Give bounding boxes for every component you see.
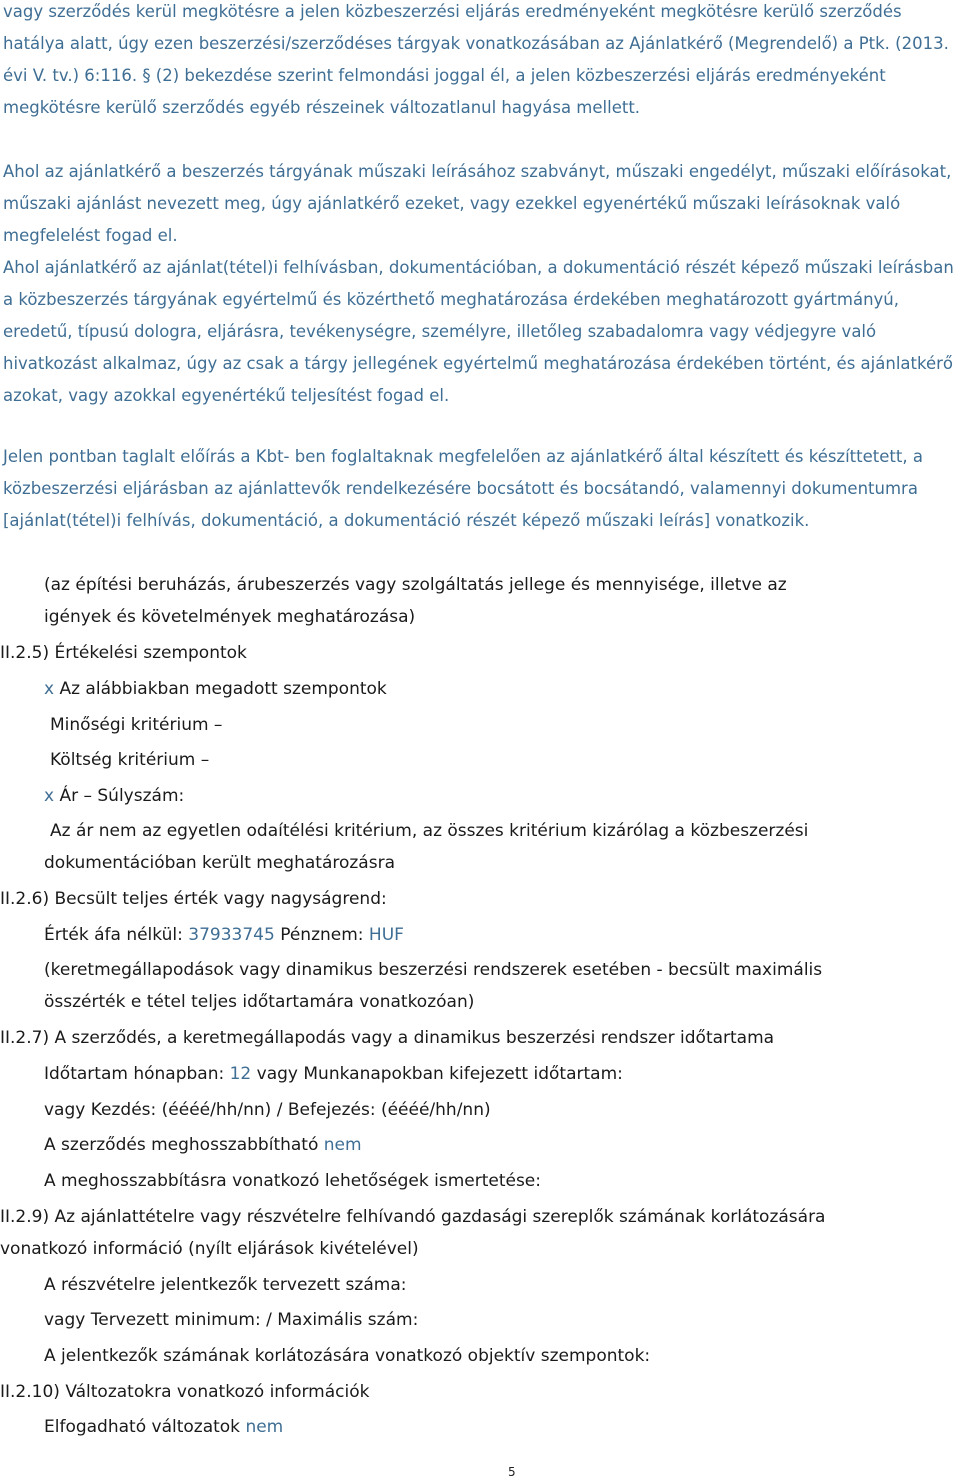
section-heading-operator-limit-1: II.2.9) Az ajánlattételre vagy részvételre felhívandó gazdasági szereplők számának korlátozására bbox=[0, 1207, 826, 1227]
checked-mark-icon: x bbox=[44, 679, 55, 699]
months-value: 12 bbox=[229, 1064, 252, 1084]
section-heading-estimated-value: II.2.6) Becsült teljes érték vagy nagyságrend: bbox=[0, 889, 387, 909]
checked-mark-icon: x bbox=[44, 786, 55, 806]
objective-criteria: A jelentkezők számának korlátozására vonatkozó objektív szempontok: bbox=[44, 1346, 651, 1366]
value-note-line-2: összérték e tétel teljes időtartamára vonatkozóan) bbox=[44, 992, 475, 1012]
cost-criterion: Költség kritérium – bbox=[50, 750, 210, 770]
extension-row bbox=[44, 1133, 362, 1157]
section-heading-duration: II.2.7) A szerződés, a keretmegállapodás vagy a dinamikus beszerzési rendszer időtartama bbox=[0, 1028, 775, 1048]
planned-candidates: A részvételre jelentkezők tervezett száma: bbox=[44, 1275, 407, 1295]
section-heading-variants: II.2.10) Változatokra vonatkozó információk bbox=[0, 1382, 370, 1402]
start-end-dates: vagy Kezdés: (éééé/hh/nn) / Befejezés: (éééé/hh/nn) bbox=[44, 1100, 491, 1120]
workdays-label: vagy Munkanapokban kifejezett időtartam: bbox=[256, 1064, 623, 1084]
currency-value: HUF bbox=[368, 925, 404, 945]
months-label: Időtartam hónapban: bbox=[44, 1064, 225, 1084]
paragraph-termination-right: vagy szerződés kerül megkötésre a jelen közbeszerzési eljárás eredményeként megkötésre kerülő szerződés hatálya alatt, úgy ezen beszerzési/szerződéses tárgyak vonatkozásában az Ajánlatkérő (Megrendelő) a Ptk. (2013. évi V. tv.) 6:116. § (2) bekezdése szerint felmondási joggal él, a jelen közbeszerzési eljárás eredményeként megkötésre kerülő szerződés egyéb részeinek változatlanul hagyása mellett. bbox=[3, 2, 949, 117]
currency-label: Pénznem: bbox=[280, 925, 364, 945]
value-note-line-1: (keretmegállapodások vagy dinamikus beszerzési rendszerek esetében - becsült maximális bbox=[44, 960, 823, 980]
value-label: Érték áfa nélkül: bbox=[44, 925, 183, 945]
paragraph-applicability: Jelen pontban taglalt előírás a Kbt- ben foglaltaknak megfelelően az ajánlatkérő által készített és készíttetett, a közbeszerzési eljárásban az ajánlattevők rendelkezésére bocsátott és bocsátandó, valamennyi dokumentumra [ajánlat(tétel)i felhívás, dokumentáció, a dokumentáció részét képező műszaki leírás] vonatkozik. bbox=[3, 447, 923, 530]
estimated-value-row bbox=[44, 923, 404, 947]
price-note-line-2: dokumentációban került meghatározásra bbox=[44, 853, 395, 873]
extension-label: A szerződés meghosszabbítható bbox=[44, 1135, 319, 1155]
section-heading-evaluation: II.2.5) Értékelési szempontok bbox=[0, 643, 247, 663]
duration-row bbox=[44, 1062, 623, 1086]
criteria-option-row bbox=[44, 677, 387, 701]
scope-note-line-2: igények és követelmények meghatározása) bbox=[44, 607, 416, 627]
paragraph-technical-standards: Ahol az ajánlatkérő a beszerzés tárgyának műszaki leírásához szabványt, műszaki engedélyt, műszaki előírásokat, műszaki ajánlást nevezett meg, úgy ajánlatkérő ezeket, vagy ezekkel egyenértékű műszaki leírásoknak való megfelelést fogad el. bbox=[3, 162, 952, 245]
variants-label: Elfogadható változatok bbox=[44, 1417, 241, 1437]
paragraph-brand-references: Ahol ajánlatkérő az ajánlat(tétel)i felhívásban, dokumentációban, a dokumentáció részét képező műszaki leírásban a közbeszerzés tárgyának egyértelmű és közérthető meghatározása érdekében meghatározott gyártmányú, eredetű, típusú dologra, eljárásra, tevékenységre, személyre, illetőleg szabadalomra vagy védjegyre való hivatkozást alkalmaz, úgy az csak a tárgy jellegének egyértelmű meghatározása érdekében történt, és ajánlatkérő azokat, vagy azokkal egyenértékű teljesítést fogad el. bbox=[3, 258, 954, 405]
value-amount: 37933745 bbox=[188, 925, 275, 945]
price-note-line-1: Az ár nem az egyetlen odaítélési kritérium, az összes kritérium kizárólag a közbeszerzési bbox=[50, 821, 809, 841]
variants-value: nem bbox=[245, 1417, 284, 1437]
page-number: 5 bbox=[508, 1465, 516, 1479]
section-heading-operator-limit-2: vonatkozó információ (nyílt eljárások kivételével) bbox=[0, 1239, 419, 1259]
price-criterion-row bbox=[44, 784, 184, 808]
extension-value: nem bbox=[323, 1135, 362, 1155]
extension-description: A meghosszabbításra vonatkozó lehetőségek ismertetése: bbox=[44, 1171, 541, 1191]
variants-row bbox=[44, 1415, 283, 1439]
quality-criterion: Minőségi kritérium – bbox=[50, 715, 223, 735]
scope-note-line-1: (az építési beruházás, árubeszerzés vagy szolgáltatás jellege és mennyisége, illetve az bbox=[44, 575, 787, 595]
criteria-option-label: Az alábbiakban megadott szempontok bbox=[59, 679, 387, 699]
price-criterion-label: Ár – Súlyszám: bbox=[59, 786, 185, 806]
min-max-candidates: vagy Tervezett minimum: / Maximális szám: bbox=[44, 1310, 419, 1330]
